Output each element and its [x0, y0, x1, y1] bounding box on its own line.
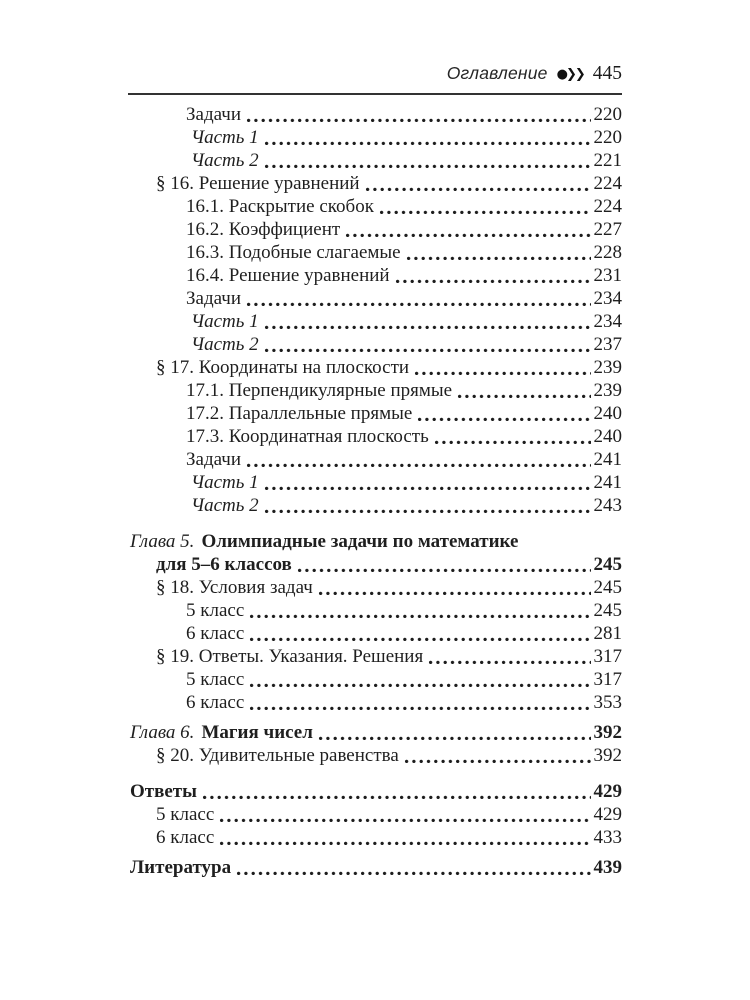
toc-entry	[128, 645, 622, 668]
dot-leader	[365, 187, 591, 192]
toc-entry-label: Задачи	[186, 288, 242, 309]
toc-entry-page-number: 241	[593, 449, 622, 470]
dot-leader	[417, 417, 590, 422]
toc-entry-label: Часть 1	[191, 127, 259, 148]
dot-leader	[379, 210, 591, 215]
toc-entry	[128, 402, 622, 425]
toc-entry-label: Часть 1	[191, 472, 259, 493]
dot-leader	[264, 325, 591, 330]
toc-entry-page-number: 353	[593, 692, 622, 713]
toc-entry	[128, 826, 622, 849]
dot-leader	[202, 795, 591, 800]
toc-entry	[128, 471, 622, 494]
page-header	[128, 63, 622, 85]
table-of-contents	[128, 103, 622, 879]
toc-entry-label: 17.2. Параллельные прямые	[186, 403, 413, 424]
dot-leader	[264, 348, 591, 353]
toc-entry-label: § 19. Ответы. Указания. Решения	[156, 646, 424, 667]
bullet-chevrons-icon: ●❯❯	[556, 67, 584, 82]
toc-entry-page-number: 392	[593, 722, 622, 743]
dot-leader	[246, 302, 590, 307]
toc-entry	[128, 149, 622, 172]
toc-entry-label: 5 класс	[186, 600, 245, 621]
toc-entry-label: 6 класс	[186, 623, 245, 644]
toc-entry	[128, 195, 622, 218]
toc-entry	[128, 425, 622, 448]
toc-entry	[128, 241, 622, 264]
toc-entry-label: Ответы	[130, 781, 197, 802]
toc-entry	[128, 356, 622, 379]
toc-entry	[128, 622, 622, 645]
toc-entry-page-number: 245	[593, 577, 622, 598]
toc-entry-page-number: 317	[593, 669, 622, 690]
dot-leader	[264, 486, 591, 491]
toc-entry	[128, 721, 622, 744]
dot-leader	[345, 233, 590, 238]
toc-entry-page-number: 227	[593, 219, 622, 240]
toc-entry-label: Часть 1	[191, 311, 259, 332]
toc-entry	[128, 803, 622, 826]
dot-leader	[249, 614, 590, 619]
toc-entry-page-number: 240	[593, 426, 622, 447]
toc-entry-label: Задачи	[186, 449, 242, 470]
dot-leader	[246, 463, 590, 468]
toc-entry	[128, 172, 622, 195]
toc-entry	[128, 103, 622, 126]
toc-entry	[128, 856, 622, 879]
toc-entry-page-number: 231	[593, 265, 622, 286]
dot-leader	[428, 660, 590, 665]
toc-entry-label: 16.1. Раскрытие скобок	[186, 196, 374, 217]
toc-entry-page-number: 429	[593, 804, 622, 825]
toc-entry-label: Часть 2	[191, 334, 259, 355]
dot-leader	[297, 568, 591, 573]
toc-entry-label: § 17. Координаты на плоскости	[156, 357, 410, 378]
dot-leader	[395, 279, 591, 284]
toc-entry	[128, 379, 622, 402]
toc-entry	[128, 448, 622, 471]
toc-entry-page-number: 439	[593, 857, 622, 878]
toc-entry-page-number: 317	[593, 646, 622, 667]
toc-entry-label: § 20. Удивительные равенства	[156, 745, 399, 766]
toc-entry	[128, 218, 622, 241]
dot-leader	[264, 164, 591, 169]
toc-entry-page-number: 243	[593, 495, 622, 516]
toc-entry	[128, 310, 622, 333]
toc-entry-page-number: 221	[593, 150, 622, 171]
toc-entry	[128, 668, 622, 691]
running-head-title: Оглавление	[446, 63, 548, 83]
toc-entry-label: 5 класс	[156, 804, 215, 825]
toc-entry-page-number: 392	[593, 745, 622, 766]
toc-entry	[128, 264, 622, 287]
dot-leader	[219, 841, 590, 846]
toc-entry-page-number: 429	[593, 781, 622, 802]
toc-entry-label: 5 класс	[186, 669, 245, 690]
toc-entry-label: § 16. Решение уравнений	[156, 173, 360, 194]
dot-leader	[406, 256, 591, 261]
toc-entry-page-number: 240	[593, 403, 622, 424]
toc-entry-label: 17.1. Перпендикулярные прямые	[186, 380, 453, 401]
dot-leader	[318, 736, 591, 741]
toc-entry-page-number: 228	[593, 242, 622, 263]
toc-entry-label: для 5–6 классов	[156, 554, 292, 575]
toc-entry-page-number: 224	[593, 173, 622, 194]
toc-entry-chapter-prefix: Глава 6.	[130, 722, 195, 743]
dot-leader	[264, 141, 591, 146]
toc-entry-label: § 18. Условия задач	[156, 577, 313, 598]
header-page-number: 445	[592, 63, 622, 84]
toc-entry	[128, 333, 622, 356]
toc-entry-label: Часть 2	[191, 150, 259, 171]
toc-entry	[128, 553, 622, 576]
toc-entry-page-number: 234	[593, 311, 622, 332]
toc-entry-page-number: 245	[593, 554, 622, 575]
toc-entry-page-number: 220	[593, 127, 622, 148]
toc-entry-label: Олимпиадные задачи по математике	[201, 531, 519, 552]
toc-entry	[128, 530, 622, 553]
toc-entry	[128, 287, 622, 310]
dot-leader	[318, 591, 591, 596]
toc-entry	[128, 599, 622, 622]
dot-leader	[249, 706, 590, 711]
toc-entry-label: 16.4. Решение уравнений	[186, 265, 390, 286]
toc-entry-page-number: 241	[593, 472, 622, 493]
toc-entry-chapter-prefix: Глава 5.	[130, 531, 195, 552]
dot-leader	[236, 871, 590, 876]
toc-entry	[128, 780, 622, 803]
toc-entry-page-number: 281	[593, 623, 622, 644]
toc-entry-label: Литература	[130, 857, 232, 878]
dot-leader	[249, 683, 590, 688]
dot-leader	[264, 509, 591, 514]
toc-entry	[128, 126, 622, 149]
dot-leader	[434, 440, 591, 445]
toc-entry-page-number: 239	[593, 380, 622, 401]
toc-entry-label: Магия чисел	[201, 722, 313, 743]
toc-entry-page-number: 237	[593, 334, 622, 355]
toc-entry	[128, 576, 622, 599]
toc-entry-label: 6 класс	[186, 692, 245, 713]
toc-entry-label: Часть 2	[191, 495, 259, 516]
toc-entry	[128, 691, 622, 714]
toc-entry-label: Задачи	[186, 104, 242, 125]
toc-entry-label: 16.2. Коэффициент	[186, 219, 341, 240]
dot-leader	[246, 118, 590, 123]
toc-entry-page-number: 433	[593, 827, 622, 848]
toc-entry-label: 17.3. Координатная плоскость	[186, 426, 429, 447]
dot-leader	[249, 637, 590, 642]
toc-entry-page-number: 220	[593, 104, 622, 125]
dot-leader	[219, 818, 590, 823]
dot-leader	[414, 371, 590, 376]
dot-leader	[457, 394, 590, 399]
toc-entry-label: 6 класс	[156, 827, 215, 848]
toc-entry-label: 16.3. Подобные слагаемые	[186, 242, 401, 263]
toc-entry-page-number: 234	[593, 288, 622, 309]
toc-entry-page-number: 239	[593, 357, 622, 378]
toc-entry	[128, 494, 622, 517]
toc-entry-page-number: 224	[593, 196, 622, 217]
header-rule	[128, 93, 622, 95]
toc-entry-page-number: 245	[593, 600, 622, 621]
toc-entry	[128, 744, 622, 767]
dot-leader	[404, 759, 591, 764]
